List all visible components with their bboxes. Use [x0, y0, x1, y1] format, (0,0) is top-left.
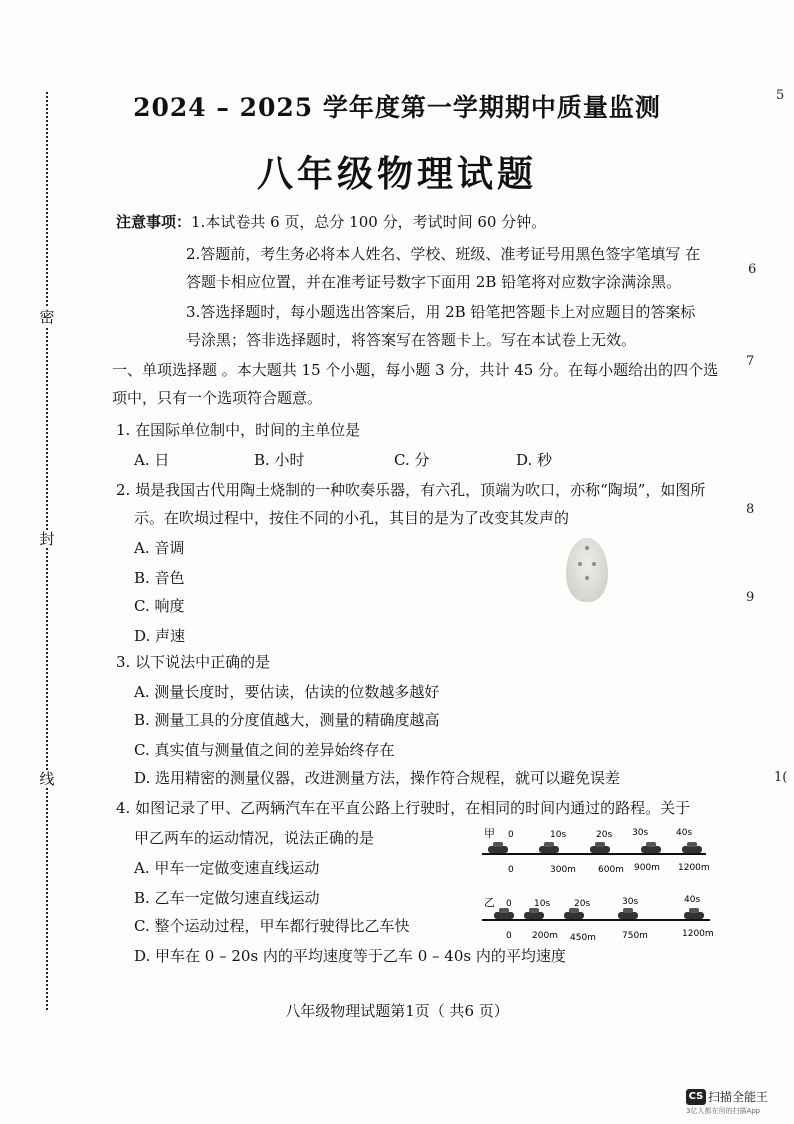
jia-distance-label: 900m [634, 863, 660, 873]
q1-option-d: D. 秒 [516, 451, 553, 469]
q2-stem-line-2: 示。在吹埙过程中，按住不同的小孔，其目的是为了改变其发声的 [134, 509, 570, 527]
q1-option-a: A. 日 [134, 451, 170, 469]
q4-stem-line-2: 甲乙两车的运动情况，说法正确的是 [134, 829, 375, 847]
yi-car [524, 908, 544, 919]
q1-option-b: B. 小时 [254, 451, 305, 469]
q4-option-c: C. 整个运动过程，甲车都行驶得比乙车快 [134, 917, 410, 935]
jia-car [641, 842, 661, 853]
exam-header-title: 2024 – 2025 学年度第一学期期中质量监测 [133, 93, 661, 122]
yi-label: 乙 [484, 896, 495, 909]
q1-option-c: C. 分 [394, 451, 430, 469]
jia-time-label: 20s [596, 830, 613, 840]
notes-item-2-line-1: 2.答题前，考生务必将本人姓名、学校、班级、准考证号用黑色签字笔填写 在 [186, 245, 701, 263]
watermark-app-name: 扫描全能王 [708, 1090, 769, 1104]
yi-car [618, 908, 638, 919]
jia-time-label: 0 [508, 830, 514, 840]
q4-option-a: A. 甲车一定做变速直线运动 [134, 859, 320, 877]
q2-option-b: B. 音色 [134, 569, 185, 587]
q3-option-b: B. 测量工具的分度值越大，测量的精确度越高 [134, 711, 440, 729]
jia-car [488, 842, 508, 853]
q2-option-d: D. 声速 [134, 627, 186, 645]
q3-option-c: C. 真实值与测量值之间的差异始终存在 [134, 741, 395, 759]
binding-label-xian: 线 [39, 770, 55, 788]
q4-option-d: D. 甲车在 0 – 20s 内的平均速度等于乙车 0 – 40s 内的平均速度 [134, 947, 566, 965]
yi-distance-label: 1200m [682, 929, 714, 939]
jia-time-label: 30s [632, 828, 649, 838]
yi-time-label: 10s [534, 899, 551, 909]
xun-instrument-image [566, 538, 608, 602]
jia-car [590, 842, 610, 853]
jia-car [539, 842, 559, 853]
q1-stem: 1. 在国际单位制中，时间的主单位是 [116, 421, 361, 439]
yi-car [494, 908, 514, 919]
jia-distance-label: 300m [550, 865, 576, 875]
jia-label: 甲 [484, 827, 495, 840]
notes-item-2-line-2: 答题卡相应位置，并在准考证号数字下面用 2B 铅笔将对应数字涂满涂黑。 [186, 273, 682, 291]
edge-number: 8 [746, 502, 755, 517]
edge-number: 7 [746, 354, 755, 369]
watermark-tagline: 3亿人都在用的扫描App [686, 1107, 761, 1115]
yi-time-label: 0 [506, 899, 512, 909]
q4-option-b: B. 乙车一定做匀速直线运动 [134, 889, 320, 907]
jia-distance-label: 1200m [678, 863, 710, 873]
q2-option-c: C. 响度 [134, 597, 185, 615]
yi-time-label: 40s [684, 895, 701, 905]
notes-item-3-line-2: 号涂黑；答非选择题时，将答案写在答题卡上。写在本试卷上无效。 [186, 331, 637, 349]
binding-label-mi: 密 [39, 308, 55, 326]
jia-car [682, 842, 702, 853]
yi-distance-label: 750m [622, 931, 648, 941]
jia-time-label: 40s [676, 828, 693, 838]
q2-stem-line-1: 2. 埙是我国古代用陶土烧制的一种吹奏乐器，有六孔，顶端为吹口，亦称“陶埙”，如图所 [116, 481, 706, 499]
car-motion-figure [478, 822, 718, 950]
q3-option-a: A. 测量长度时，要估读，估读的位数越多越好 [134, 683, 440, 701]
section-heading-line-1: 一、单项选择题 。本大题共 15 个小题，每小题 3 分，共计 45 分。在每小题给出的四个选 [112, 361, 719, 379]
notes-item-1: 1.本试卷共 6 页，总分 100 分，考试时间 60 分钟。 [191, 213, 547, 231]
edge-number: 5 [776, 88, 785, 103]
yi-time-label: 30s [622, 897, 639, 907]
q2-option-a: A. 音调 [134, 539, 185, 557]
edge-number: 1( [774, 770, 788, 785]
jia-distance-label: 600m [598, 865, 624, 875]
binding-dotted-line [46, 92, 48, 1010]
exam-subject-title: 八年级物理试题 [256, 153, 537, 195]
jia-time-label: 10s [550, 830, 567, 840]
binding-label-feng: 封 [39, 530, 55, 548]
q4-stem-line-1: 4. 如图记录了甲、乙两辆汽车在平直公路上行驶时，在相同的时间内通过的路程。关于 [116, 799, 691, 817]
yi-car [564, 908, 584, 919]
q3-stem: 3. 以下说法中正确的是 [116, 653, 271, 671]
edge-number: 9 [746, 590, 755, 605]
yi-time-label: 20s [574, 899, 591, 909]
q3-option-d: D. 选用精密的测量仪器，改进测量方法，操作符合规程，就可以避免误差 [134, 769, 621, 787]
page-footer: 八年级物理试题第1页（ 共6 页） [285, 1002, 509, 1020]
notes-label: 注意事项： [116, 213, 192, 231]
notes-line-1 [116, 212, 546, 232]
yi-distance-label: 0 [506, 931, 512, 941]
edge-number: 6 [748, 262, 757, 277]
notes-item-3-line-1: 3.答选择题时，每小题选出答案后，用 2B 铅笔把答题卡上对应题目的答案标 [186, 303, 696, 321]
yi-distance-label: 450m [570, 933, 596, 943]
camscanner-logo-icon: CS [686, 1089, 706, 1105]
jia-distance-label: 0 [508, 865, 514, 875]
section-heading-line-2: 项中，只有一个选项符合题意。 [112, 389, 323, 407]
scanner-watermark [686, 1086, 769, 1115]
yi-car [684, 908, 704, 919]
yi-distance-label: 200m [532, 931, 558, 941]
